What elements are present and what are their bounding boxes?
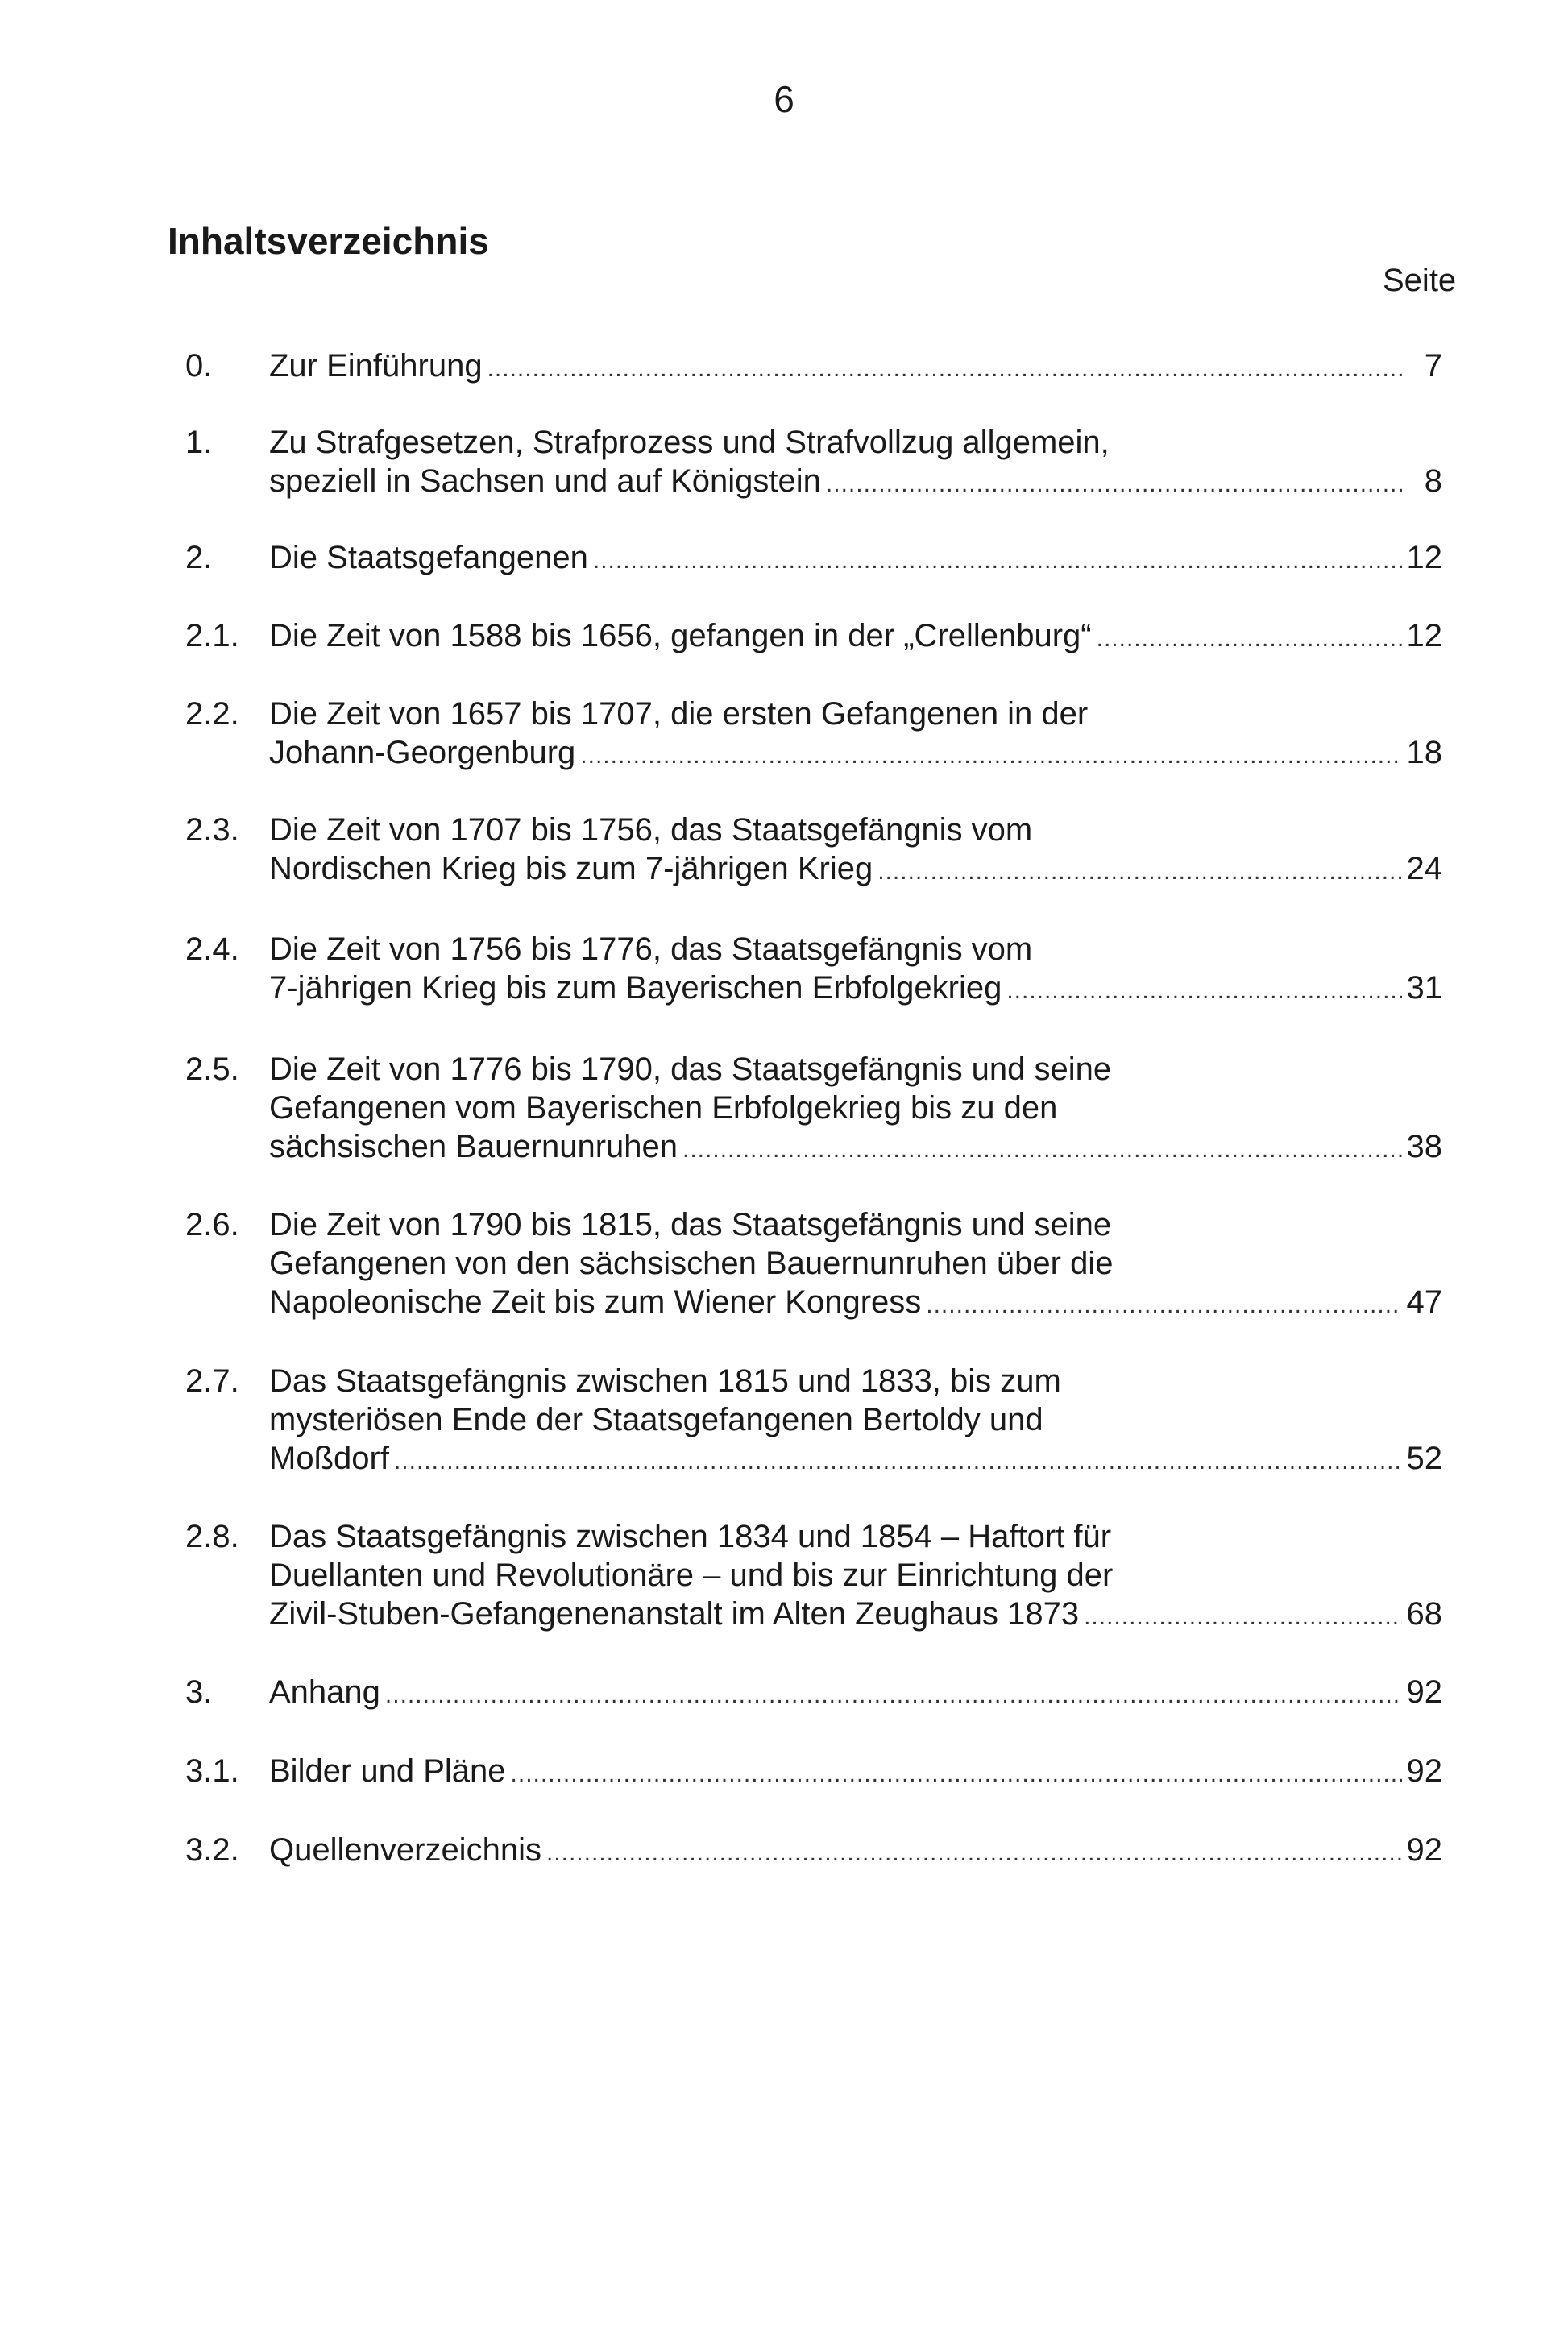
toc-entry bbox=[185, 1752, 1442, 1790]
toc-entry-line bbox=[269, 538, 1442, 577]
toc-entry-line: Die Zeit von 1707 bis 1756, das Staatsgefängnis vom bbox=[269, 812, 1033, 848]
dot-leader bbox=[1097, 620, 1402, 655]
toc-entry-line bbox=[269, 849, 1442, 888]
toc-entry-title: speziell in Sachsen und auf Königstein bbox=[269, 463, 821, 499]
toc-entry-page: 92 bbox=[1406, 1674, 1442, 1710]
toc-entry-line: Die Zeit von 1657 bis 1707, die ersten Gefangenen in der bbox=[269, 696, 1089, 732]
toc-entry-title: Die Staatsgefangenen bbox=[269, 540, 588, 575]
toc-entry-title: Zivil-Stuben-Gefangenenanstalt im Alten Zeughaus 1873 bbox=[269, 1596, 1080, 1632]
toc-entry-title: Johann-Georgenburg bbox=[269, 735, 576, 770]
toc-entry-page: 47 bbox=[1406, 1284, 1442, 1320]
toc-entry bbox=[185, 1050, 1442, 1166]
toc-entry-number: 2.6. bbox=[185, 1207, 239, 1242]
toc-entry-page: 92 bbox=[1406, 1753, 1442, 1789]
toc-entry-title: Anhang bbox=[269, 1674, 380, 1710]
dot-leader bbox=[593, 541, 1402, 577]
dot-leader bbox=[580, 736, 1401, 772]
toc-entry-line bbox=[269, 1283, 1442, 1321]
toc-entry-number: 3.2. bbox=[185, 1832, 239, 1868]
toc-entry bbox=[185, 616, 1442, 655]
toc-entry-page: 18 bbox=[1406, 735, 1442, 770]
toc-entry-line bbox=[269, 1595, 1442, 1633]
toc-entry bbox=[185, 930, 1442, 1007]
toc-entry-line bbox=[269, 616, 1442, 655]
toc-entry-line bbox=[269, 1127, 1442, 1166]
toc-entry-page: 8 bbox=[1424, 463, 1442, 499]
toc-entry bbox=[185, 1831, 1442, 1869]
toc-entry-number: 2.4. bbox=[185, 931, 239, 967]
toc-entry-title: Die Zeit von 1588 bis 1656, gefangen in der „Crellenburg“ bbox=[269, 618, 1092, 653]
toc-entry-number: 2.7. bbox=[185, 1363, 239, 1399]
toc-entry-line: mysteriösen Ende der Staatsgefangenen Bertoldy und bbox=[269, 1402, 1043, 1437]
toc-entry-line: Die Zeit von 1756 bis 1776, das Staatsgefängnis vom bbox=[269, 931, 1033, 967]
toc-entry-page: 12 bbox=[1406, 618, 1442, 653]
toc-entry-number: 2.2. bbox=[185, 696, 239, 732]
toc-entry bbox=[185, 538, 1442, 577]
toc-entry-line: Die Zeit von 1790 bis 1815, das Staatsgefängnis und seine bbox=[269, 1207, 1112, 1242]
toc-entry-line: Zu Strafgesetzen, Strafprozess und Strafvollzug allgemein, bbox=[269, 425, 1110, 460]
toc-entry-number: 0. bbox=[185, 348, 213, 384]
toc-entry-line bbox=[269, 1673, 1442, 1711]
dot-leader bbox=[1006, 972, 1401, 1007]
dot-leader bbox=[826, 465, 1405, 500]
toc-entry-line: Das Staatsgefängnis zwischen 1815 und 1833, bis zum bbox=[269, 1363, 1061, 1399]
toc-entry-page: 52 bbox=[1406, 1441, 1442, 1476]
toc-entry-page: 12 bbox=[1406, 540, 1442, 575]
toc-entry-page: 68 bbox=[1406, 1596, 1442, 1632]
toc-entry-line bbox=[269, 1831, 1442, 1869]
dot-leader bbox=[511, 1755, 1402, 1790]
toc-entry-line bbox=[269, 1439, 1442, 1478]
dot-leader bbox=[877, 852, 1401, 888]
dot-leader bbox=[1084, 1598, 1401, 1633]
page-title: Inhaltsverzeichnis bbox=[168, 220, 489, 262]
toc-entry bbox=[185, 1205, 1442, 1321]
dot-leader bbox=[682, 1130, 1401, 1166]
dot-leader bbox=[487, 350, 1405, 385]
toc-entry-title: Zur Einführung bbox=[269, 348, 483, 384]
toc-entry bbox=[185, 1517, 1442, 1633]
toc-entry-line bbox=[269, 1752, 1442, 1790]
page-number: 6 bbox=[774, 78, 794, 120]
toc-entry bbox=[185, 695, 1442, 772]
toc-entry-page: 92 bbox=[1406, 1832, 1442, 1868]
toc-entry-title: Napoleonische Zeit bis zum Wiener Kongress bbox=[269, 1284, 922, 1320]
toc-entry-number: 2.8. bbox=[185, 1519, 239, 1554]
toc-entry-page: 7 bbox=[1424, 348, 1442, 384]
page-column-header: Seite bbox=[1383, 263, 1457, 298]
dot-leader bbox=[394, 1442, 1402, 1478]
dot-leader bbox=[546, 1834, 1402, 1869]
toc-entry-line bbox=[269, 462, 1442, 500]
toc-entry-title: Quellenverzeichnis bbox=[269, 1832, 541, 1868]
toc-entry bbox=[185, 1362, 1442, 1478]
toc-entry-number: 3.1. bbox=[185, 1753, 239, 1789]
toc-entry-page: 31 bbox=[1406, 970, 1442, 1006]
toc-entry bbox=[185, 346, 1442, 385]
toc-entry-line: Gefangenen von den sächsischen Bauernunruhen über die bbox=[269, 1246, 1114, 1281]
toc-entry-number: 2.5. bbox=[185, 1052, 239, 1087]
toc-entry-line bbox=[269, 346, 1442, 385]
dot-leader bbox=[926, 1286, 1401, 1321]
toc-entry-number: 2.3. bbox=[185, 812, 239, 848]
toc-entry-page: 24 bbox=[1406, 851, 1442, 886]
toc-entry-number: 2.1. bbox=[185, 618, 239, 653]
toc-entry-number: 1. bbox=[185, 425, 213, 460]
dot-leader bbox=[385, 1676, 1402, 1711]
toc-entry-title: Nordischen Krieg bis zum 7-jährigen Krieg bbox=[269, 851, 873, 886]
toc-entry-title: Moßdorf bbox=[269, 1441, 389, 1476]
toc-entry-page: 38 bbox=[1406, 1129, 1442, 1164]
toc-entry-title: sächsischen Bauernunruhen bbox=[269, 1129, 678, 1164]
toc-entry-line: Duellanten und Revolutionäre – und bis zur Einrichtung der bbox=[269, 1558, 1114, 1593]
toc-entry-title: 7-jährigen Krieg bis zum Bayerischen Erbfolgekrieg bbox=[269, 970, 1002, 1006]
toc-entry-line: Die Zeit von 1776 bis 1790, das Staatsgefängnis und seine bbox=[269, 1052, 1112, 1087]
toc-entry-number: 2. bbox=[185, 540, 213, 575]
toc-entry bbox=[185, 1673, 1442, 1711]
toc-entry-line: Das Staatsgefängnis zwischen 1834 und 1854 – Haftort für bbox=[269, 1519, 1112, 1554]
toc-entry-line bbox=[269, 969, 1442, 1007]
toc-entry-line bbox=[269, 733, 1442, 772]
toc-entry bbox=[185, 811, 1442, 888]
toc-entry-title: Bilder und Pläne bbox=[269, 1753, 506, 1789]
toc-entry-line: Gefangenen vom Bayerischen Erbfolgekrieg bis zu den bbox=[269, 1090, 1058, 1126]
toc-entry-number: 3. bbox=[185, 1674, 213, 1710]
toc-entry bbox=[185, 423, 1442, 500]
